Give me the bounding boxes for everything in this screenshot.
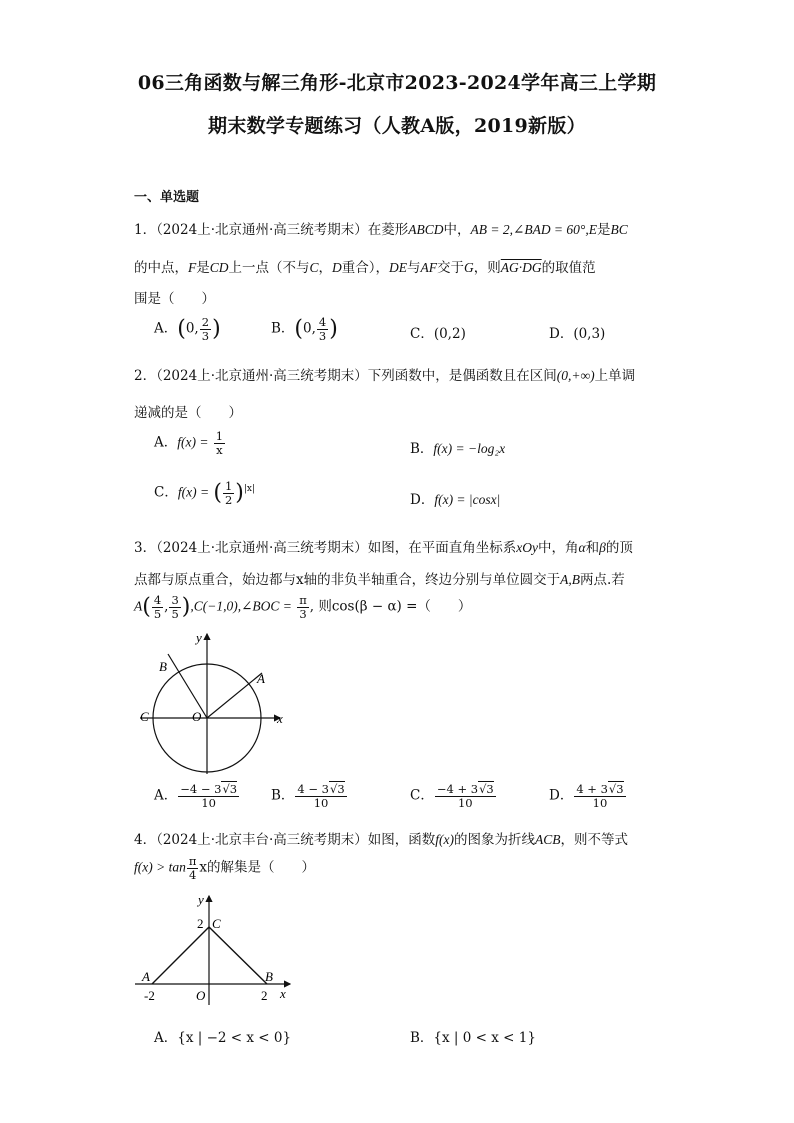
option-label: D．: [410, 492, 435, 508]
q4-option-a[interactable]: A．{x | −2 < x < 0}: [154, 1030, 292, 1046]
q1-text: ，: [318, 260, 333, 276]
fraction: $\frac{2}{3}$: [201, 315, 210, 343]
label-y: y: [198, 892, 204, 907]
q4-polyline-figure: [130, 890, 300, 1010]
ray-oa: [207, 673, 262, 718]
q3-ab: A,B: [560, 572, 580, 587]
option-label: A．: [154, 320, 178, 337]
q4-text: 4．（2024上·北京丰台·高三统考期末）如图，函数: [134, 832, 436, 848]
q1-option-d[interactable]: D．(0,3): [549, 326, 606, 342]
q2-option-b[interactable]: [410, 437, 505, 457]
label-y: y: [196, 630, 202, 645]
q3-text: 和: [585, 540, 600, 556]
q1-text: 的取值范: [541, 260, 596, 276]
label-a: A: [257, 671, 265, 686]
q2-option-a[interactable]: [154, 430, 226, 456]
label-a: A: [142, 969, 150, 984]
option-expr: f(x) =: [177, 484, 210, 500]
q4-inequality: f(x) > tan: [134, 859, 186, 875]
q3-c-coord: ,C(−1,0),∠BOC =: [190, 598, 292, 614]
q3-text: 两点.若: [580, 572, 625, 588]
q2-option-c[interactable]: C．f(x) = ( $\frac{1}{2}$ )$^{|x|}$: [154, 479, 256, 507]
q1-af: AF: [420, 260, 438, 275]
doc-title-line2: 期末数学专题练习（人教A版，2019新版）: [208, 115, 586, 137]
q3-text: 的顶: [605, 540, 633, 556]
q2-interval: (0,+∞): [556, 368, 595, 383]
option-label: B．: [271, 320, 295, 337]
option-expr: f(x) = |cosx|: [434, 492, 501, 507]
label-o: O: [196, 988, 206, 1003]
label-pos2: 2: [261, 988, 268, 1003]
q2-text: 上单调: [594, 368, 636, 384]
q3-line3: A( $\frac{4}{5}$ , $\frac{3}{5}$ ),C(−1,0),∠BOC = $\frac{\pi}{3}$ , 则cos(β − α) =（ ）: [134, 593, 472, 621]
label-b: B: [265, 969, 273, 984]
q1-g: G: [464, 260, 474, 275]
q3-line2: [134, 568, 625, 588]
q1-line3: 围是（ ）: [134, 291, 215, 307]
fraction: $\frac{-4 - 3√3}{10}$: [180, 782, 238, 810]
q1-option-b[interactable]: B．(0, $\frac{4}{3}$ ): [271, 315, 338, 343]
q3-text: 中，角: [538, 540, 579, 556]
q1-text: 重合），: [341, 260, 390, 276]
q1-abcd: ABCD: [408, 222, 444, 237]
option-expr: f(x) =: [177, 434, 209, 450]
fraction: $\frac{4}{3}$: [318, 315, 327, 343]
q1-f: F: [188, 260, 197, 275]
q3-option-c[interactable]: [410, 783, 497, 809]
q1-c: C: [309, 260, 319, 275]
q4-acb: ACB: [535, 832, 561, 847]
label-c: C: [212, 916, 221, 931]
option-label: C．: [410, 787, 434, 804]
option-label: D．: [549, 787, 574, 804]
q1-line2: [134, 256, 596, 276]
q3-unit-circle-figure: [130, 628, 300, 776]
q3-text: 3．（2024上·北京通州·高三统考期末）如图，在平面直角坐标系: [134, 540, 517, 556]
q4-text: 的图象为折线: [454, 832, 536, 848]
q1-cd: CD: [209, 260, 229, 275]
q2-line1: [134, 364, 635, 384]
q3-a: A: [134, 598, 143, 614]
option-label: A．: [154, 434, 178, 451]
q3-option-d[interactable]: [549, 783, 627, 809]
option-label: A．: [154, 787, 178, 804]
fraction: $\frac{-4 + 3√3}{10}$: [436, 782, 494, 810]
q3-line1: [134, 536, 633, 556]
fraction: $\frac{\pi}{4}$: [188, 854, 197, 882]
q2-line2: 递减的是（ ）: [134, 405, 242, 421]
fraction: $\frac{4}{5}$: [153, 593, 162, 621]
fraction: $\frac{1}{2}$: [224, 479, 233, 507]
q1-condition: AB = 2,∠BAD = 60°,E: [470, 222, 597, 237]
q3-xoy: xOy: [516, 540, 539, 555]
q1-text: ，则: [473, 260, 501, 276]
q1-text: 1．（2024上·北京通州·高三统考期末）在菱形: [134, 222, 409, 238]
q4-option-b[interactable]: B．{x | 0 < x < 1}: [410, 1030, 536, 1046]
q2-option-d[interactable]: [410, 488, 500, 508]
q4-text: ，则不等式: [560, 832, 629, 848]
fraction: $\frac{3}{5}$: [171, 593, 179, 621]
label-x: x: [277, 711, 283, 726]
option-label: C．: [154, 484, 178, 501]
section-heading: 一、单选题: [134, 190, 200, 205]
q1-bc: BC: [610, 222, 628, 237]
exponent: |x|: [243, 484, 256, 495]
q4-question: x的解集是（ ）: [199, 859, 316, 876]
q3-text: 点都与原点重合，始边都与x轴的非负半轴重合，终边分别与单位圆交于: [134, 572, 561, 588]
option-label: B．: [271, 787, 295, 804]
label-2-y: 2: [197, 916, 204, 931]
label-x: x: [280, 986, 286, 1001]
option-expr: f(x) = −log₂x: [433, 441, 506, 456]
fraction: $\frac{1}{x}$: [215, 429, 224, 457]
q3-beta: β: [599, 540, 606, 555]
label-neg2: -2: [144, 988, 155, 1003]
label-o: O: [192, 709, 202, 724]
fraction: $\frac{4 + 3√3}{10}$: [576, 782, 624, 810]
label-c: C: [140, 709, 149, 724]
q3-question: , 则cos(β − α) =（ ）: [309, 598, 472, 615]
q1-text: 是: [596, 222, 611, 238]
q4-line1: [134, 828, 628, 848]
q1-option-c[interactable]: C．(0,2): [410, 326, 466, 342]
fraction: $\frac{4 - 3√3}{10}$: [297, 782, 345, 810]
q1-text: 交于: [437, 260, 465, 276]
q1-line1: [134, 218, 628, 238]
q3-option-a[interactable]: [154, 783, 240, 809]
q2-text: 2．（2024上·北京通州·高三统考期末）下列函数中，是偶函数且在区间: [134, 368, 557, 384]
q1-de: DE: [389, 260, 408, 275]
fraction: $\frac{\pi}{3}$: [299, 593, 307, 621]
q1-option-a[interactable]: A．(0, $\frac{2}{3}$ ): [154, 315, 221, 343]
q3-option-b[interactable]: [271, 783, 348, 809]
q1-text: 是: [196, 260, 210, 276]
label-b: B: [159, 659, 167, 674]
q1-text: 的中点，: [134, 260, 188, 276]
q4-fx: f(x): [435, 832, 455, 847]
q3-alpha: α: [578, 540, 586, 555]
option-label: B．: [410, 441, 434, 457]
q1-vector-product: AG·DG: [500, 260, 542, 275]
doc-title-line1: 06三角函数与解三角形-北京市2023-2024学年高三上学期: [137, 72, 657, 94]
q1-d: D: [332, 260, 342, 275]
q1-text: 与: [407, 260, 421, 276]
q1-text: 中，: [443, 222, 471, 238]
q1-text: 上一点（不与: [228, 260, 310, 276]
q4-line2: [134, 855, 315, 881]
